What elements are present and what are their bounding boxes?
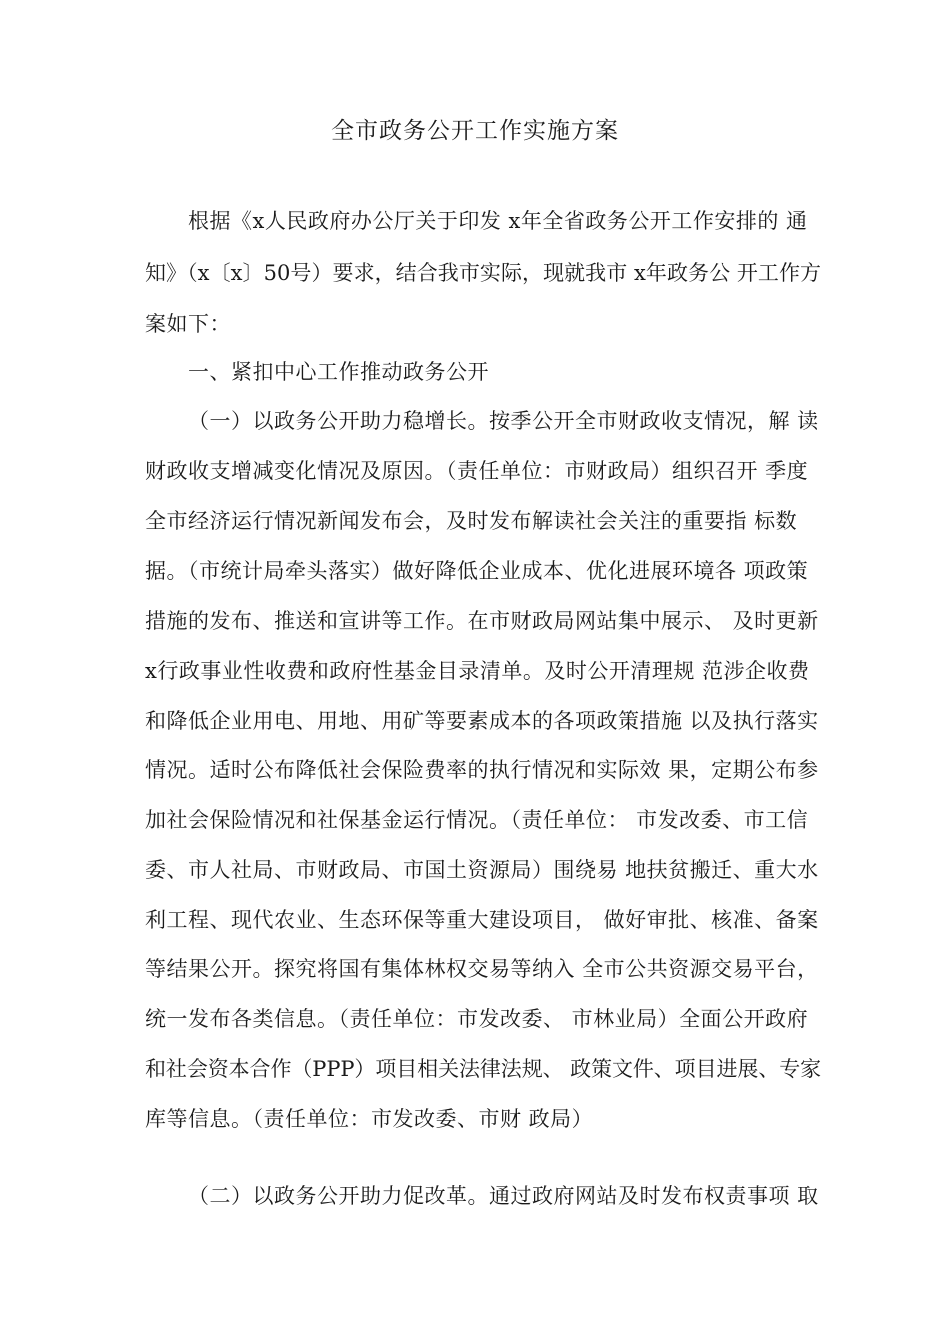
paragraph-line: 全市经济运行情况新闻发布会，及时发布解读社会关注的重要指 标数 [145,509,798,533]
paragraph-line: 知》（x〔x〕50号）要求，结合我市实际，现就我市 x年政务公 开工作方 [145,261,822,285]
paragraph-line: （二）以政务公开助力促改革。通过政府网站及时发布权责事项 取 [188,1184,819,1208]
paragraph-line: 和降低企业用电、用地、用矿等要素成本的各项政策措施 以及执行落实 [145,709,819,733]
paragraph-line: 据。（市统计局牵头落实）做好降低企业成本、优化进展环境各 项政策 [145,559,809,583]
paragraph-line: 案如下： [145,312,231,336]
paragraph-line: x行政事业性收费和政府性基金目录清单。及时公开清理规 范涉企收费 [145,659,810,683]
paragraph-line: 加社会保险情况和社保基金运行情况。（责任单位： 市发改委、市工信 [145,808,809,832]
paragraph-line: （一）以政务公开助力稳增长。按季公开全市财政收支情况，解 读 [188,409,819,433]
paragraph-line: 库等信息。（责任单位：市发改委、市财 政局） [145,1107,594,1131]
document-title: 全市政务公开工作实施方案 [331,118,619,144]
paragraph-line: 等结果公开。探究将国有集体林权交易等纳入 全市公共资源交易平台， [145,957,819,981]
paragraph-line: 委、市人社局、市财政局、市国土资源局）围绕易 地扶贫搬迁、重大水 [145,858,819,882]
paragraph-line: 情况。适时公布降低社会保险费率的执行情况和实际效 果，定期公布参 [145,758,819,782]
paragraph-line: 统一发布各类信息。（责任单位：市发改委、 市林业局）全面公开政府 [145,1007,809,1031]
paragraph-line: 措施的发布、推送和宣讲等工作。在市财政局网站集中展示、 及时更新 [145,609,819,633]
paragraph-line: 财政收支增减变化情况及原因。（责任单位：市财政局）组织召开 季度 [145,459,809,483]
section-heading: 一、紧扣中心工作推动政务公开 [188,360,489,384]
paragraph-line: 和社会资本合作（PPP）项目相关法律法规、 政策文件、项目进展、专家 [145,1057,822,1081]
paragraph-line: 根据《x人民政府办公厅关于印发 x年全省政务公开工作安排的 通 [188,209,808,233]
paragraph-line: 利工程、现代农业、生态环保等重大建设项目， 做好审批、核准、备案 [145,908,819,932]
